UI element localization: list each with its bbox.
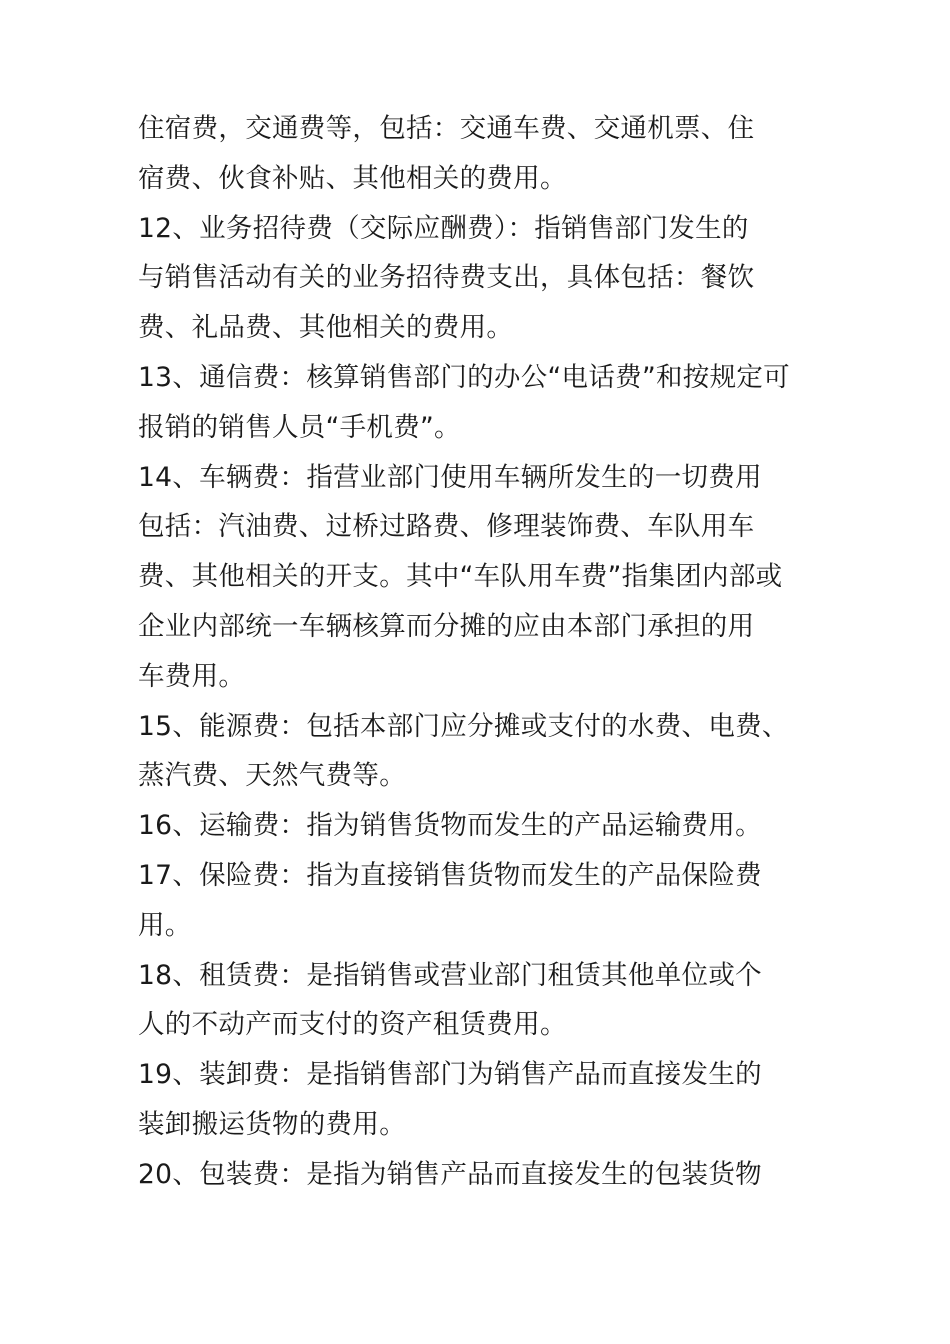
text-line: 用。 [138,909,192,941]
text-line: 与销售活动有关的业务招待费支出，具体包括：餐饮 [138,262,755,294]
text-line: 16、运输费：指为销售货物而发生的产品运输费用。 [138,810,762,842]
text-line: 住宿费，交通费等，包括：交通车费、交通机票、住 [138,113,755,144]
text-line: 19、装卸费：是指销售部门为销售产品而直接发生的 [138,1059,762,1091]
text-line: 费、其他相关的开支。其中“车队用车费”指集团内部或 [138,561,783,593]
text-line: 15、能源费：包括本部门应分摊或支付的水费、电费、 [138,710,789,742]
text-line: 12、业务招待费（交际应酬费）：指销售部门发生的 [138,212,749,244]
text-line: 14、车辆费：指营业部门使用车辆所发生的一切费用 [138,461,762,493]
text-line: 13、通信费：核算销售部门的办公“电话费”和按规定可 [138,361,790,393]
text-line: 17、保险费：指为直接销售货物而发生的产品保险费 [138,859,762,891]
text-line: 18、租赁费：是指销售或营业部门租赁其他单位或个 [138,959,762,991]
text-line: 包括：汽油费、过桥过路费、修理装饰费、车队用车 [138,511,755,543]
text-line: 人的不动产而支付的资产租赁费用。 [138,1009,567,1041]
text-line: 报销的销售人员“手机费”。 [138,411,461,443]
text-line: 费、礼品费、其他相关的费用。 [138,312,514,344]
text-line: 20、包装费：是指为销售产品而直接发生的包装货物 [138,1158,762,1190]
text-line: 宿费、伙食补贴、其他相关的费用。 [138,162,567,194]
text-line: 蒸汽费、天然气费等。 [138,760,406,792]
document-body [138,104,838,1200]
text-line: 企业内部统一车辆核算而分摊的应由本部门承担的用 [138,610,755,642]
text-line: 车费用。 [138,660,246,692]
text-line: 装卸搬运货物的费用。 [138,1108,406,1140]
